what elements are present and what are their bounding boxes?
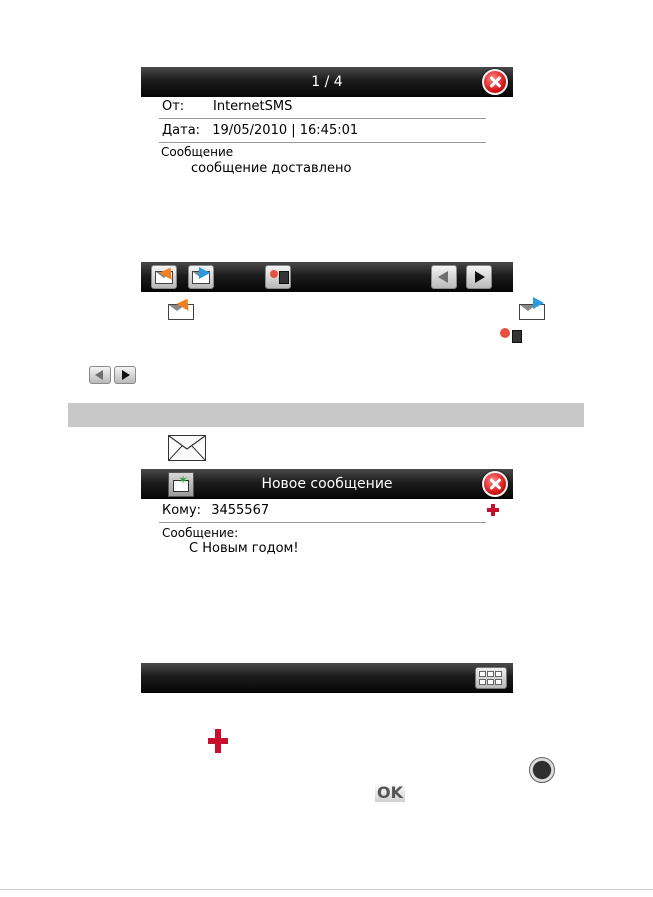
key [479, 671, 486, 677]
reply-button[interactable] [188, 265, 214, 289]
forward-button[interactable] [151, 265, 177, 289]
section-heading-bar [68, 403, 584, 427]
key [495, 671, 502, 677]
divider [159, 142, 486, 143]
key [487, 671, 494, 677]
arrow-right-icon [114, 366, 136, 384]
window-title: Новое сообщение [261, 476, 393, 492]
add-contact-icon[interactable] [487, 504, 499, 516]
save-contact-button[interactable] [265, 265, 291, 289]
new-message-titlebar [141, 469, 513, 499]
date-row [162, 123, 358, 138]
plus-horizontal [487, 508, 499, 512]
plus-horizontal [208, 738, 228, 744]
key [487, 679, 494, 685]
message-text: сообщение доставлено [191, 161, 352, 176]
envelope-flap [169, 436, 205, 460]
message-label: Сообщение: [162, 526, 239, 540]
new-message-window [141, 469, 513, 693]
add-icon [208, 729, 228, 753]
date-label: Дата: [162, 123, 201, 138]
arrow-left-shape [95, 370, 103, 380]
navigation-icons [89, 366, 137, 384]
save-icon [512, 330, 522, 343]
message-view-toolbar [141, 262, 513, 292]
arrow-right-shape [122, 370, 130, 380]
save-icon [279, 271, 289, 284]
key [479, 679, 486, 685]
close-icon[interactable] [482, 69, 508, 95]
message-body-field[interactable]: С Новым годом! [189, 541, 299, 556]
arrow-right-icon [475, 271, 485, 283]
recipient-field[interactable]: 3455567 [211, 503, 270, 518]
envelope-icon [168, 435, 206, 461]
forward-icon [166, 295, 196, 321]
radio-button-icon [529, 757, 555, 783]
message-view-window [141, 67, 513, 292]
previous-button[interactable] [431, 265, 457, 289]
key [495, 679, 502, 685]
reply-arrow-icon [533, 297, 544, 309]
to-label: Кому: [162, 503, 202, 518]
ok-button-icon: OK [377, 783, 403, 802]
arrow-left-icon [438, 271, 448, 283]
page-bottom-rule [0, 889, 653, 890]
from-label: От: [162, 99, 185, 114]
divider [159, 118, 486, 119]
message-view-titlebar [141, 67, 513, 97]
date-value: 19/05/2010 | 16:45:01 [212, 123, 359, 138]
contact-icon [500, 328, 510, 338]
next-button[interactable] [466, 265, 492, 289]
close-icon[interactable] [482, 471, 508, 497]
save-contact-icon [497, 326, 525, 348]
reply-arrow-icon [199, 267, 210, 279]
star-icon: ✶ [178, 473, 189, 487]
keyboard-button[interactable] [475, 667, 507, 689]
message-counter: 1 / 4 [311, 74, 343, 90]
to-row[interactable] [162, 503, 269, 518]
contact-icon [270, 270, 278, 278]
arrow-left-icon [89, 366, 111, 384]
reply-icon [517, 295, 549, 321]
message-label: Сообщение [161, 145, 234, 159]
from-row [162, 99, 293, 114]
divider [159, 522, 486, 523]
new-message-toolbar [141, 663, 513, 693]
from-value: InternetSMS [213, 99, 293, 114]
